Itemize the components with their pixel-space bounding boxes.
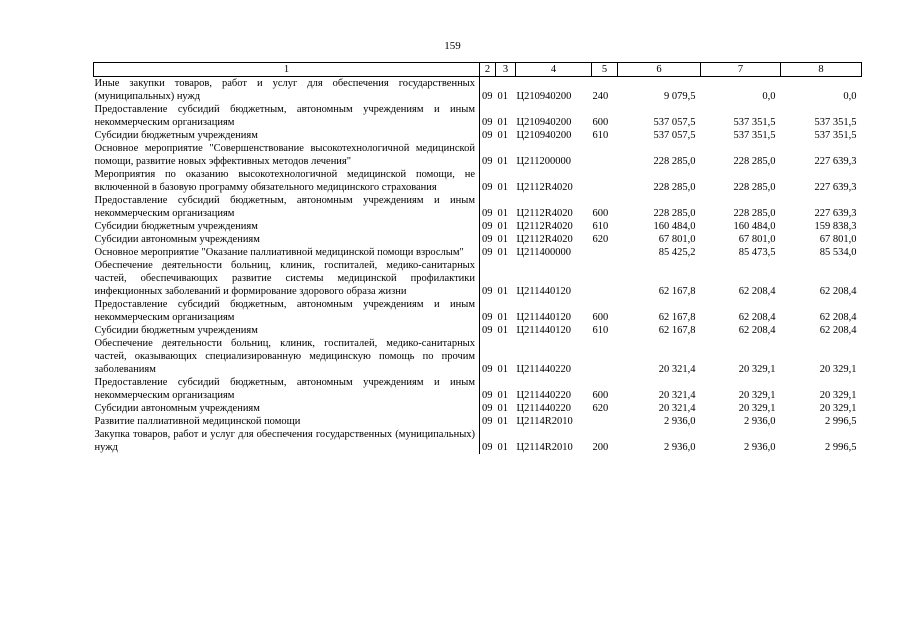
row-amount-3: 537 351,5 — [814, 130, 857, 141]
row-name: Субсидии автономным учреждениям — [94, 233, 480, 246]
row-section: 09 — [482, 130, 493, 141]
row-target-code: Ц211440220 — [516, 403, 571, 414]
row-name: Субсидии бюджетным учреждениям — [94, 129, 480, 142]
row-subsection: 01 — [497, 364, 508, 375]
row-subsection: 01 — [497, 416, 508, 427]
row-subsection: 01 — [497, 390, 508, 401]
row-section: 09 — [482, 208, 493, 219]
column-header-target-code: 4 — [516, 63, 592, 77]
row-section: 09 — [482, 286, 493, 297]
row-amount-1: 62 167,8 — [658, 325, 696, 336]
table-row — [94, 298, 862, 324]
row-amount-3: 20 329,1 — [819, 403, 857, 414]
row-target-code: Ц2114R2010 — [516, 442, 573, 453]
table-row — [94, 220, 862, 233]
row-expense-type: 240 — [592, 91, 609, 102]
column-header-name: 1 — [94, 63, 480, 77]
row-expense-type — [592, 246, 618, 259]
row-name: Субсидии автономным учреждениям — [94, 402, 480, 415]
row-amount-3: 227 639,3 — [814, 156, 857, 167]
table-row — [94, 402, 862, 415]
row-amount-2: 2 936,0 — [744, 442, 776, 453]
row-amount-2: 85 473,5 — [738, 247, 776, 258]
row-amount-1: 62 167,8 — [658, 312, 696, 323]
row-amount-3: 227 639,3 — [814, 208, 857, 219]
row-amount-3: 0,0 — [843, 91, 857, 102]
row-expense-type: 600 — [592, 117, 609, 128]
row-amount-1: 20 321,4 — [658, 364, 696, 375]
row-amount-2: 537 351,5 — [733, 117, 776, 128]
table-row — [94, 142, 862, 168]
table-row — [94, 129, 862, 142]
row-expense-type — [592, 259, 618, 298]
row-target-code: Ц211440220 — [516, 364, 571, 375]
row-subsection: 01 — [497, 91, 508, 102]
row-amount-1: 20 321,4 — [658, 403, 696, 414]
row-amount-3: 62 208,4 — [819, 325, 857, 336]
row-name: Предоставление субсидий бюджетным, автономным учреждениям и иным некоммерческим организациям — [94, 298, 480, 324]
row-target-code: Ц2112R4020 — [516, 208, 573, 219]
budget-table — [93, 62, 862, 454]
row-amount-1: 160 484,0 — [653, 221, 696, 232]
row-amount-2: 62 208,4 — [738, 325, 776, 336]
row-expense-type: 610 — [592, 130, 609, 141]
row-amount-3: 20 329,1 — [819, 390, 857, 401]
row-target-code: Ц210940200 — [516, 130, 572, 141]
row-amount-1: 2 936,0 — [664, 442, 696, 453]
row-target-code: Ц211440220 — [516, 390, 571, 401]
row-amount-2: 67 801,0 — [738, 234, 776, 245]
row-amount-3: 159 838,3 — [814, 221, 857, 232]
row-target-code: Ц2112R4020 — [516, 234, 573, 245]
row-name: Предоставление субсидий бюджетным, автономным учреждениям и иным некоммерческим организациям — [94, 194, 480, 220]
row-amount-1: 228 285,0 — [653, 208, 696, 219]
row-target-code: Ц211440120 — [516, 286, 571, 297]
row-section: 09 — [482, 416, 493, 427]
row-amount-1: 62 167,8 — [658, 286, 696, 297]
row-name: Обеспечение деятельности больниц, клиник, госпиталей, медико-санитарных частей, обеспечивающих развитие системы медицинской профилактики инфекционных заболеваний и формирование здорового образа жизни — [94, 259, 480, 298]
row-target-code: Ц211200000 — [516, 156, 571, 167]
row-subsection: 01 — [497, 234, 508, 245]
row-target-code: Ц210940200 — [516, 91, 572, 102]
row-amount-3: 537 351,5 — [814, 117, 857, 128]
table-row — [94, 376, 862, 402]
row-subsection: 01 — [497, 130, 508, 141]
table-row — [94, 428, 862, 454]
row-expense-type — [592, 415, 618, 428]
row-amount-2: 20 329,1 — [738, 364, 776, 375]
row-section: 09 — [482, 390, 493, 401]
row-expense-type: 600 — [592, 208, 609, 219]
row-section: 09 — [482, 364, 493, 375]
row-expense-type: 620 — [592, 234, 609, 245]
row-amount-2: 228 285,0 — [733, 156, 776, 167]
table-row — [94, 324, 862, 337]
table-body — [94, 77, 862, 455]
row-target-code: Ц211400000 — [516, 247, 571, 258]
row-section: 09 — [482, 442, 493, 453]
row-expense-type — [592, 337, 618, 376]
row-target-code: Ц211440120 — [516, 325, 571, 336]
row-amount-2: 228 285,0 — [733, 208, 776, 219]
row-subsection: 01 — [497, 221, 508, 232]
row-section: 09 — [482, 312, 493, 323]
row-name: Субсидии бюджетным учреждениям — [94, 324, 480, 337]
row-name: Обеспечение деятельности больниц, клиник, госпиталей, медико-санитарных частей, оказывающих специализированную медицинскую помощь по прочим заболеваниям — [94, 337, 480, 376]
row-subsection: 01 — [497, 182, 508, 193]
column-header-subsection: 3 — [496, 63, 516, 77]
table-row — [94, 168, 862, 194]
row-amount-2: 20 329,1 — [738, 403, 776, 414]
row-section: 09 — [482, 182, 493, 193]
row-amount-3: 2 996,5 — [825, 442, 857, 453]
row-name: Иные закупки товаров, работ и услуг для обеспечения государственных (муниципальных) нужд — [94, 77, 480, 104]
row-name: Предоставление субсидий бюджетным, автономным учреждениям и иным некоммерческим организациям — [94, 103, 480, 129]
table-row — [94, 194, 862, 220]
row-expense-type: 610 — [592, 325, 609, 336]
row-subsection: 01 — [497, 312, 508, 323]
row-section: 09 — [482, 91, 493, 102]
row-amount-1: 9 079,5 — [664, 91, 696, 102]
row-amount-2: 537 351,5 — [733, 130, 776, 141]
row-name: Предоставление субсидий бюджетным, автономным учреждениям и иным некоммерческим организациям — [94, 376, 480, 402]
row-name: Основное мероприятие "Оказание паллиативной медицинской помощи взрослым" — [94, 246, 480, 259]
row-target-code: Ц2114R2010 — [516, 416, 573, 427]
row-target-code: Ц210940200 — [516, 117, 572, 128]
row-section: 09 — [482, 156, 493, 167]
row-amount-1: 537 057,5 — [653, 130, 696, 141]
row-name: Мероприятия по оказанию высокотехнологичной медицинской помощи, не включенной в базовую программу обязательного медицинского страхования — [94, 168, 480, 194]
row-subsection: 01 — [497, 117, 508, 128]
row-amount-1: 537 057,5 — [653, 117, 696, 128]
row-target-code: Ц2112R4020 — [516, 182, 573, 193]
column-header-amount-1: 6 — [618, 63, 701, 77]
row-expense-type: 620 — [592, 403, 609, 414]
column-header-amount-2: 7 — [701, 63, 781, 77]
row-amount-3: 85 534,0 — [819, 247, 857, 258]
row-section: 09 — [482, 234, 493, 245]
row-expense-type: 600 — [592, 312, 609, 323]
row-amount-1: 85 425,2 — [658, 247, 696, 258]
row-amount-1: 2 936,0 — [664, 416, 696, 427]
row-amount-3: 62 208,4 — [819, 286, 857, 297]
table-row — [94, 415, 862, 428]
row-target-code: Ц211440120 — [516, 312, 571, 323]
column-header-expense-type: 5 — [592, 63, 618, 77]
table-row — [94, 337, 862, 376]
row-subsection: 01 — [497, 286, 508, 297]
row-subsection: 01 — [497, 208, 508, 219]
row-amount-3: 2 996,5 — [825, 416, 857, 427]
row-amount-2: 228 285,0 — [733, 182, 776, 193]
row-amount-2: 62 208,4 — [738, 286, 776, 297]
row-subsection: 01 — [497, 403, 508, 414]
row-subsection: 01 — [497, 156, 508, 167]
row-expense-type: 600 — [592, 390, 609, 401]
row-subsection: 01 — [497, 442, 508, 453]
row-expense-type: 610 — [592, 221, 609, 232]
row-amount-2: 160 484,0 — [733, 221, 776, 232]
row-section: 09 — [482, 221, 493, 232]
row-name: Закупка товаров, работ и услуг для обеспечения государственных (муниципальных) нужд — [94, 428, 480, 454]
row-expense-type — [592, 168, 618, 194]
row-subsection: 01 — [497, 247, 508, 258]
row-expense-type: 200 — [592, 442, 609, 453]
row-amount-3: 20 329,1 — [819, 364, 857, 375]
row-name: Развитие паллиативной медицинской помощи — [94, 415, 480, 428]
row-amount-2: 62 208,4 — [738, 312, 776, 323]
row-name: Субсидии бюджетным учреждениям — [94, 220, 480, 233]
row-name: Основное мероприятие "Совершенствование высокотехнологичной медицинской помощи, развитие новых эффективных методов лечения" — [94, 142, 480, 168]
row-section: 09 — [482, 117, 493, 128]
table-header — [94, 63, 862, 77]
row-amount-3: 227 639,3 — [814, 182, 857, 193]
row-amount-2: 20 329,1 — [738, 390, 776, 401]
row-amount-1: 228 285,0 — [653, 156, 696, 167]
row-amount-3: 67 801,0 — [819, 234, 857, 245]
table-row — [94, 246, 862, 259]
page-number: 159 — [444, 40, 461, 52]
row-amount-1: 67 801,0 — [658, 234, 696, 245]
row-section: 09 — [482, 403, 493, 414]
table-row — [94, 259, 862, 298]
row-expense-type — [592, 142, 618, 168]
row-amount-2: 0,0 — [762, 91, 776, 102]
row-section: 09 — [482, 247, 493, 258]
table-row — [94, 77, 862, 104]
row-amount-2: 2 936,0 — [744, 416, 776, 427]
row-section: 09 — [482, 325, 493, 336]
table-row — [94, 103, 862, 129]
row-amount-3: 62 208,4 — [819, 312, 857, 323]
row-target-code: Ц2112R4020 — [516, 221, 573, 232]
row-amount-1: 228 285,0 — [653, 182, 696, 193]
row-amount-1: 20 321,4 — [658, 390, 696, 401]
column-header-section: 2 — [480, 63, 496, 77]
column-header-amount-3: 8 — [781, 63, 862, 77]
row-subsection: 01 — [497, 325, 508, 336]
table-row — [94, 233, 862, 246]
